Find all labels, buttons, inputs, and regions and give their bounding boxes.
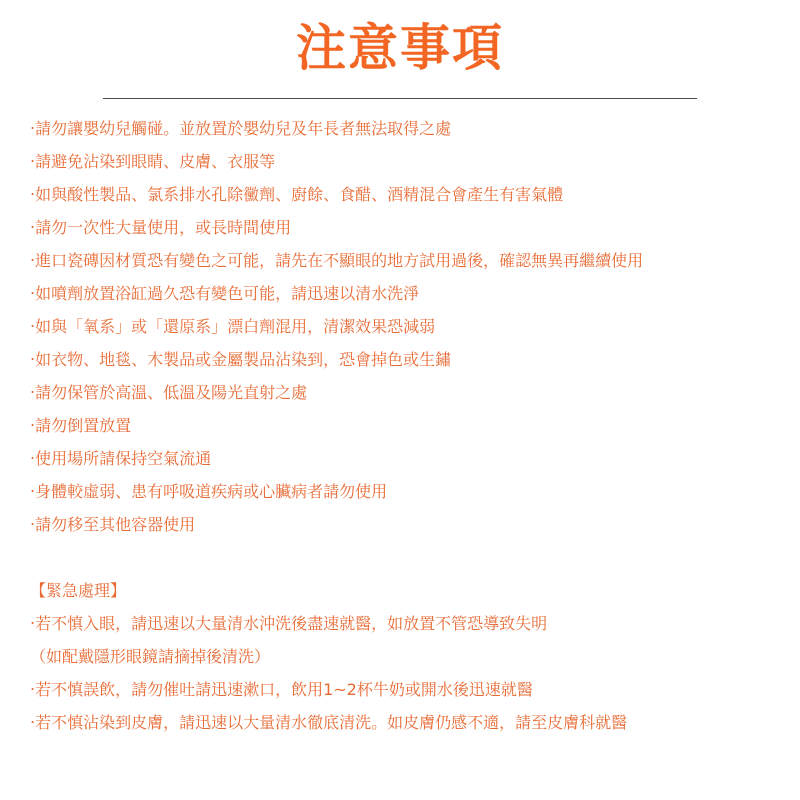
caution-item: ‧請勿一次性大量使用，或長時間使用	[30, 218, 292, 237]
caution-item: ‧進口瓷磚因材質恐有變色之可能，請先在不顯眼的地方試用過後，確認無異再繼續使用	[30, 251, 644, 270]
caution-item: ‧請勿保管於高溫、低溫及陽光直射之處	[30, 383, 308, 402]
emergency-item: ‧若不慎入眼，請迅速以大量清水沖洗後盡速就醫，如放置不管恐導致失明	[30, 614, 548, 633]
caution-item: ‧使用場所請保持空氣流通	[30, 449, 212, 468]
emergency-heading: 【緊急處理】	[30, 581, 127, 600]
caution-list	[30, 112, 643, 541]
caution-item: ‧身體較虛弱、患有呼吸道疾病或心臟病者請勿使用	[30, 482, 388, 501]
emergency-list	[30, 607, 627, 739]
emergency-item: ‧若不慎沾染到皮膚，請迅速以大量清水徹底清洗。如皮膚仍感不適，請至皮膚科就醫	[30, 713, 628, 732]
emergency-item: ‧若不慎誤飲，請勿催吐請迅速漱口，飲用1~2杯牛奶或開水後迅速就醫	[30, 680, 533, 699]
caution-item: ‧如與酸性製品、氯系排水孔除黴劑、廚餘、食醋、酒精混合會產生有害氣體	[30, 185, 564, 204]
caution-item: ‧請勿讓嬰幼兒觸碰。並放置於嬰幼兒及年長者無法取得之處	[30, 119, 452, 138]
caution-item: ‧請勿倒置放置	[30, 416, 132, 435]
caution-item: ‧如噴劑放置浴缸過久恐有變色可能，請迅速以清水洗淨	[30, 284, 420, 303]
title-divider	[103, 98, 697, 99]
caution-item: ‧請避免沾染到眼睛、皮膚、衣服等	[30, 152, 276, 171]
caution-item: ‧請勿移至其他容器使用	[30, 515, 196, 534]
emergency-item: （如配戴隱形眼鏡請摘掉後清洗）	[30, 647, 271, 666]
page-title: 注意事項	[296, 19, 504, 77]
caution-item: ‧如衣物、地毯、木製品或金屬製品沾染到，恐會掉色或生鏽	[30, 350, 452, 369]
caution-item: ‧如與「氧系」或「還原系」漂白劑混用，清潔效果恐減弱	[30, 317, 436, 336]
